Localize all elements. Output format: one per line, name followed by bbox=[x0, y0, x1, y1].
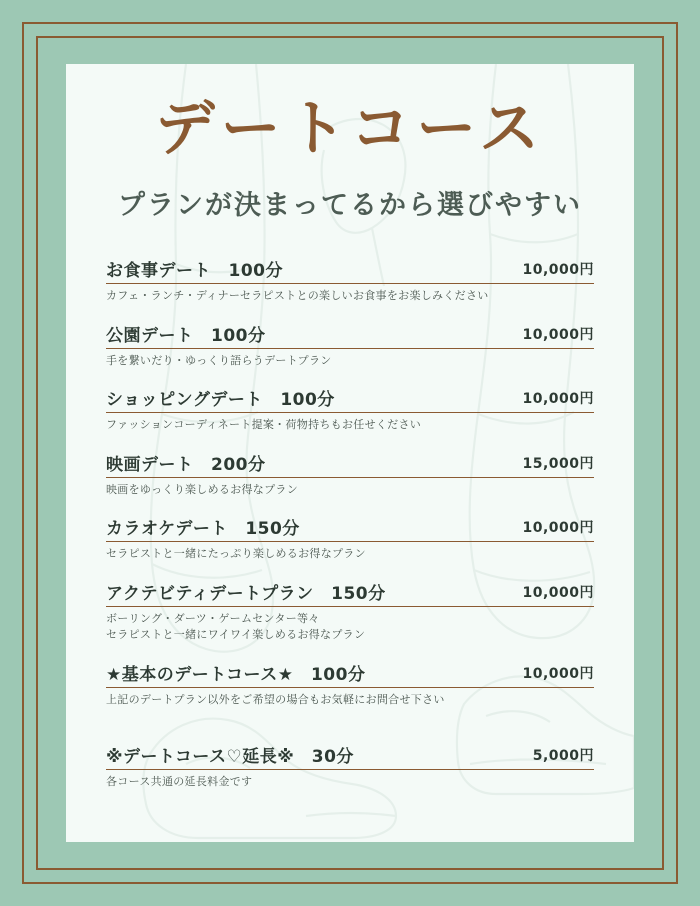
item-description-line: 手を繋いだり・ゆっくり語らうデートプラン bbox=[106, 353, 332, 367]
list-item bbox=[106, 385, 594, 434]
item-header bbox=[106, 742, 594, 770]
item-header bbox=[106, 256, 594, 284]
item-description bbox=[106, 288, 594, 305]
item-description-line: 上記のデートプラン以外をご希望の場合もお気軽にお問合せ下さい bbox=[106, 692, 445, 706]
item-description-line: 映画をゆっくり楽しめるお得なプラン bbox=[106, 482, 298, 496]
item-description bbox=[106, 482, 594, 499]
list-item bbox=[106, 742, 594, 791]
item-description-line: 各コース共通の延長料金です bbox=[106, 775, 253, 788]
item-name: 公園デート 100分 bbox=[106, 325, 266, 346]
item-name: ※デートコース♡延長※ 30分 bbox=[106, 747, 354, 767]
item-description-line: ボーリング・ダーツ・ゲームセンター等々 bbox=[106, 611, 320, 625]
item-price: 15,000円 bbox=[522, 455, 594, 472]
menu-list bbox=[100, 256, 600, 791]
item-description bbox=[106, 611, 594, 644]
item-description bbox=[106, 546, 594, 563]
page-title: デートコース bbox=[154, 94, 546, 164]
item-price: 10,000円 bbox=[522, 584, 594, 601]
item-header bbox=[106, 450, 594, 478]
list-item bbox=[106, 256, 594, 305]
item-name: アクテビティデートプラン 150分 bbox=[106, 583, 386, 604]
item-price: 10,000円 bbox=[522, 262, 594, 278]
item-price: 10,000円 bbox=[522, 391, 594, 407]
item-price: 10,000円 bbox=[522, 665, 594, 682]
item-name: お食事デート 100分 bbox=[106, 261, 283, 281]
item-name: 映画デート 200分 bbox=[106, 454, 266, 475]
list-item bbox=[106, 579, 594, 644]
item-description bbox=[106, 692, 594, 709]
list-item bbox=[106, 321, 594, 370]
item-price: 10,000円 bbox=[522, 520, 594, 536]
item-header bbox=[106, 514, 594, 542]
item-description bbox=[106, 417, 594, 434]
item-description-line: セラピストと一緒にワイワイ楽しめるお得なプラン bbox=[106, 628, 366, 641]
page-subtitle: プランが決まってるから選びやすい bbox=[118, 190, 582, 221]
item-header bbox=[106, 579, 594, 607]
item-header bbox=[106, 321, 594, 349]
menu-card bbox=[66, 64, 634, 842]
list-item bbox=[106, 450, 594, 499]
item-header bbox=[106, 660, 594, 688]
item-description bbox=[106, 353, 594, 370]
item-name: ★基本のデートコース★ 100分 bbox=[106, 664, 366, 685]
item-name: ショッピングデート 100分 bbox=[106, 390, 335, 410]
menu-content bbox=[66, 64, 634, 791]
item-price: 10,000円 bbox=[522, 326, 594, 343]
item-name: カラオケデート 150分 bbox=[106, 519, 300, 539]
item-description-line: セラピストと一緒にたっぷり楽しめるお得なプラン bbox=[106, 547, 366, 560]
item-description-line: カフェ・ランチ・ディナーセラピストとの楽しいお食事をお楽しみください bbox=[106, 289, 489, 302]
item-description-line: ファッションコーディネート提案・荷物持ちもお任せください bbox=[106, 418, 422, 431]
list-item bbox=[106, 660, 594, 709]
item-header bbox=[106, 385, 594, 413]
item-price: 5,000円 bbox=[532, 748, 594, 764]
list-item bbox=[106, 514, 594, 563]
item-description bbox=[106, 774, 594, 791]
